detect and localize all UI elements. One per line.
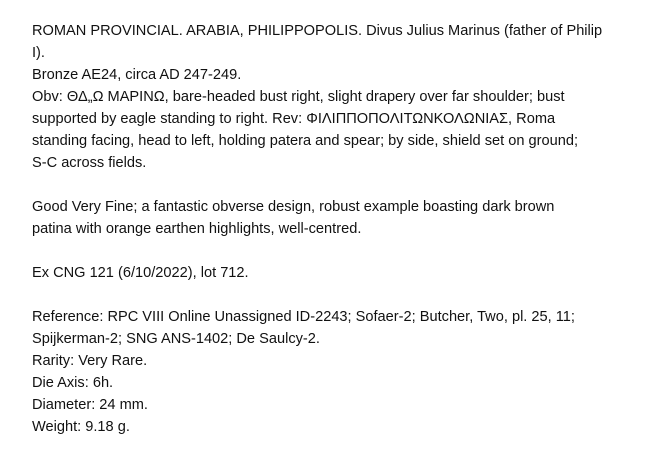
paragraph-spacer <box>32 284 648 306</box>
provenance-paragraph <box>32 262 648 284</box>
condition-paragraph <box>32 196 648 240</box>
obverse-reverse-line: standing facing, head to left, holding patera and spear; by side, shield set on ground; <box>32 133 579 149</box>
title-paragraph <box>32 20 648 174</box>
obverse-reverse-line: S-C across fields. <box>32 155 147 171</box>
weight-line: Weight: 9.18 g. <box>32 419 130 435</box>
paragraph-spacer <box>32 174 648 196</box>
obverse-reverse-line: supported by eagle standing to right. Rev: ΦΙΛΙΠΠΟΠΟΛΙΤΩΝΚΟΛΩΝΙΑΣ, Roma <box>32 111 556 127</box>
coin-description-document <box>32 20 648 438</box>
die-axis-line: Die Axis: 6h. <box>32 375 114 391</box>
diameter-line: Diameter: 24 mm. <box>32 397 148 413</box>
title-line-continued: I). <box>32 45 45 61</box>
paragraph-spacer <box>32 240 648 262</box>
denomination-line: Bronze AE24, circa AD 247-249. <box>32 67 242 83</box>
reference-line: Reference: RPC VIII Online Unassigned ID-2243; Sofaer-2; Butcher, Two, pl. 25, 11; <box>32 309 575 325</box>
rarity-line: Rarity: Very Rare. <box>32 353 148 369</box>
details-paragraph <box>32 306 648 438</box>
reference-line: Spijkerman-2; SNG ANS-1402; De Saulcy-2. <box>32 331 320 347</box>
condition-line: Good Very Fine; a fantastic obverse design, robust example boasting dark brown <box>32 199 555 215</box>
provenance-line: Ex CNG 121 (6/10/2022), lot 712. <box>32 265 249 281</box>
title-line: ROMAN PROVINCIAL. ARABIA, PHILIPPOPOLIS. Divus Julius Marinus (father of Philip <box>32 23 603 39</box>
condition-line: patina with orange earthen highlights, well-centred. <box>32 221 362 237</box>
obverse-reverse-line: Obv: ΘΔ„Ω ΜΑΡΙΝΩ, bare-headed bust right, slight drapery over far shoulder; bust <box>32 89 565 105</box>
